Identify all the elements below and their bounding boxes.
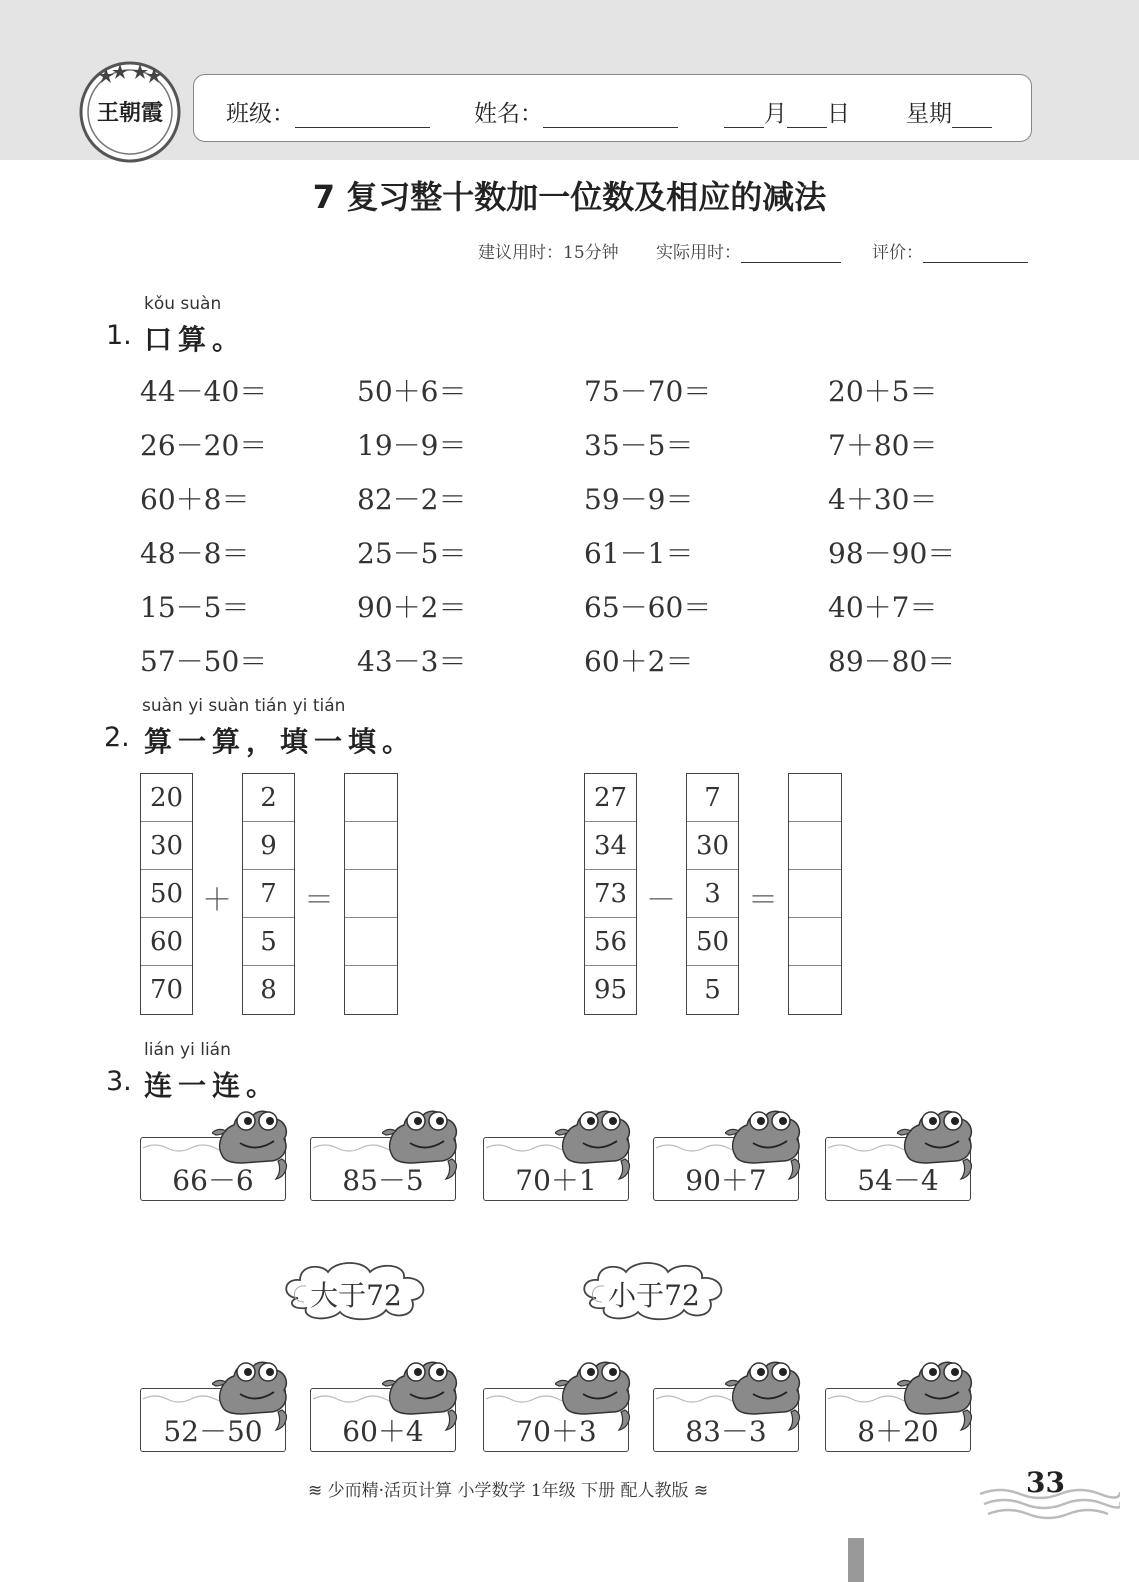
side-tab-marker	[848, 1538, 864, 1582]
student-info-box	[193, 74, 1032, 142]
answer-cell[interactable]	[345, 822, 397, 870]
number-cell: 60	[141, 918, 192, 966]
addend-b-column	[242, 773, 295, 1015]
date-field[interactable]	[724, 95, 850, 128]
cloud-less-than-72[interactable]	[576, 1258, 732, 1324]
name-field[interactable]	[474, 95, 678, 128]
cloud-label: 大于72	[310, 1279, 402, 1312]
number-cell: 7	[687, 774, 738, 822]
minus-sign: －	[646, 883, 676, 918]
answer-cell[interactable]	[345, 774, 397, 822]
answer-cell[interactable]	[345, 870, 397, 918]
q1-pinyin: kǒu suàn	[144, 294, 222, 314]
number-cell: 95	[593, 975, 628, 1005]
number-cell: 56	[585, 918, 636, 966]
card-expression: 85－5	[342, 1164, 424, 1197]
answer-cell[interactable]	[789, 822, 841, 870]
class-field[interactable]	[226, 95, 430, 128]
oral-calc-item[interactable]: 7＋80＝	[828, 429, 938, 462]
card-expression: 54－4	[857, 1164, 939, 1197]
answer-cell[interactable]	[345, 966, 397, 1014]
number-cell: 2	[243, 774, 294, 822]
cloud-greater-than-72[interactable]	[278, 1258, 434, 1324]
oral-calc-item[interactable]: 26－20＝	[140, 429, 268, 462]
card-expression: 60＋4	[342, 1415, 424, 1448]
expression-card[interactable]	[310, 1388, 460, 1452]
oral-calc-item[interactable]: 35－5＝	[584, 429, 694, 462]
card-expression: 90＋7	[685, 1164, 767, 1197]
week-label: 星期	[906, 101, 952, 127]
class-label: 班级：	[226, 101, 295, 127]
oral-calc-item[interactable]: 4＋30＝	[828, 483, 938, 516]
day-label: 日	[827, 101, 850, 127]
expression-card[interactable]	[825, 1388, 975, 1452]
expression-card[interactable]	[653, 1137, 803, 1201]
q2-pinyin: suàn yi suàn tián yi tián	[142, 696, 346, 716]
expression-card[interactable]	[653, 1388, 803, 1452]
oral-calc-item[interactable]: 61－1＝	[584, 537, 694, 570]
card-expression: 83－3	[685, 1415, 767, 1448]
oral-calc-item[interactable]: 75－70＝	[584, 375, 712, 408]
oral-calc-item[interactable]: 60＋2＝	[584, 645, 694, 678]
equals-sign-right: ＝	[748, 883, 778, 918]
oral-calc-item[interactable]: 40＋7＝	[828, 591, 938, 624]
expression-card[interactable]	[483, 1388, 633, 1452]
oral-calc-item[interactable]: 15－5＝	[140, 591, 250, 624]
answer-cell[interactable]	[789, 966, 841, 1014]
expression-card[interactable]	[310, 1137, 460, 1201]
number-cell: 70	[149, 975, 184, 1005]
number-cell: 50	[687, 918, 738, 966]
plus-sign: ＋	[202, 883, 232, 918]
answer-cell[interactable]	[345, 918, 397, 966]
q1-number: 1.	[106, 320, 132, 351]
oral-calc-item[interactable]: 89－80＝	[828, 645, 956, 678]
number-cell: 8	[260, 975, 277, 1005]
month-label: 月	[764, 101, 787, 127]
name-label: 姓名：	[474, 101, 543, 127]
number-cell: 50	[141, 870, 192, 918]
equals-sign-left: ＝	[304, 883, 334, 918]
oral-calc-item[interactable]: 25－5＝	[357, 537, 467, 570]
oral-calc-item[interactable]: 48－8＝	[140, 537, 250, 570]
actual-time-label: 实际用时：	[656, 243, 741, 263]
publisher-logo	[78, 60, 182, 164]
answer-cell[interactable]	[789, 774, 841, 822]
answer-cell[interactable]	[789, 918, 841, 966]
q1-instruction: 口算。	[144, 323, 247, 356]
addend-a-column	[140, 773, 193, 1015]
number-cell: 73	[585, 870, 636, 918]
answer-cell[interactable]	[789, 870, 841, 918]
subtrahend-column	[686, 773, 739, 1015]
suggested-time: 建议用时：15分钟	[478, 243, 619, 263]
cloud-label: 小于72	[608, 1279, 700, 1312]
oral-calc-item[interactable]: 60＋8＝	[140, 483, 250, 516]
q3-instruction: 连一连。	[144, 1069, 281, 1102]
number-cell: 7	[243, 870, 294, 918]
card-expression: 70＋3	[515, 1415, 597, 1448]
oral-calc-item[interactable]: 57－50＝	[140, 645, 268, 678]
q3-pinyin: lián yi lián	[144, 1040, 231, 1060]
card-expression: 8＋20	[857, 1415, 939, 1448]
oral-calc-item[interactable]: 90＋2＝	[357, 591, 467, 624]
oral-calc-item[interactable]: 50＋6＝	[357, 375, 467, 408]
oral-calc-item[interactable]: 82－2＝	[357, 483, 467, 516]
q2-number: 2.	[104, 722, 130, 753]
card-expression: 52－50	[163, 1415, 263, 1448]
number-cell: 27	[585, 774, 636, 822]
expression-card[interactable]	[140, 1388, 290, 1452]
logo-text: 王朝霞	[96, 100, 164, 125]
oral-calc-item[interactable]: 59－9＝	[584, 483, 694, 516]
number-cell: 34	[585, 822, 636, 870]
q2-instruction: 算一算，填一填。	[144, 725, 417, 758]
number-cell: 9	[243, 822, 294, 870]
number-cell: 5	[243, 918, 294, 966]
number-cell: 3	[687, 870, 738, 918]
evaluation-field[interactable]	[872, 238, 1028, 263]
footer-book-info: ≋ 少而精·活页计算 小学数学 1年级 下册 配人教版 ≋	[308, 1481, 709, 1501]
oral-calc-item[interactable]: 65－60＝	[584, 591, 712, 624]
card-expression: 66－6	[172, 1164, 254, 1197]
oral-calc-item[interactable]: 43－3＝	[357, 645, 467, 678]
expression-card[interactable]	[140, 1137, 290, 1201]
minuend-column	[584, 773, 637, 1015]
number-cell: 20	[141, 774, 192, 822]
number-cell: 30	[141, 822, 192, 870]
weekday-field[interactable]	[906, 95, 992, 128]
oral-calc-item[interactable]: 20＋5＝	[828, 375, 938, 408]
difference-answer-column[interactable]	[788, 773, 842, 1015]
oral-calc-item[interactable]: 98－90＝	[828, 537, 956, 570]
sum-answer-column[interactable]	[344, 773, 398, 1015]
number-cell: 5	[704, 975, 721, 1005]
expression-card[interactable]	[483, 1137, 633, 1201]
card-expression: 70＋1	[515, 1164, 597, 1197]
page-title: 7 复习整十数加一位数及相应的减法	[312, 178, 827, 216]
oral-calc-item[interactable]: 19－9＝	[357, 429, 467, 462]
q3-number: 3.	[106, 1066, 132, 1097]
expression-card[interactable]	[825, 1137, 975, 1201]
oral-calc-item[interactable]: 44－40＝	[140, 375, 268, 408]
page-number: 33	[1026, 1466, 1065, 1499]
actual-time-field[interactable]	[656, 238, 841, 263]
evaluation-label: 评价：	[872, 243, 923, 263]
number-cell: 30	[687, 822, 738, 870]
